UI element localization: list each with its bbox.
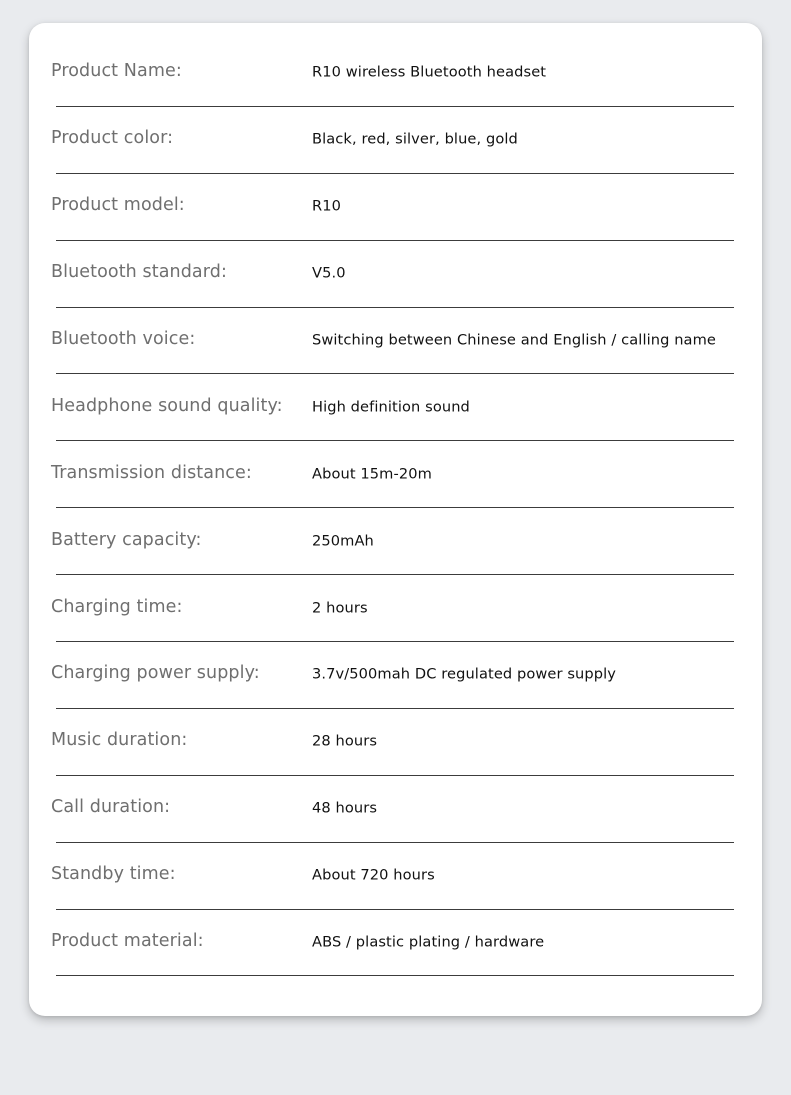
spec-row-call-duration (29, 776, 762, 843)
spec-list (29, 40, 762, 976)
spec-label: Standby time: (51, 864, 176, 885)
spec-row-headphone-sound-quality (29, 374, 762, 441)
spec-row-music-duration (29, 709, 762, 776)
spec-value: 3.7v/500mah DC regulated power supply (312, 665, 617, 683)
spec-value: About 720 hours (312, 866, 435, 884)
spec-row-charging-time (29, 575, 762, 642)
spec-label: Battery capacity: (51, 529, 202, 550)
spec-label: Transmission distance: (51, 462, 252, 483)
spec-row-battery-capacity (29, 508, 762, 575)
spec-row-product-model (29, 174, 762, 241)
spec-value: 2 hours (312, 599, 368, 617)
spec-row-standby-time (29, 843, 762, 910)
spec-label: Music duration: (51, 730, 188, 751)
spec-label: Headphone sound quality: (51, 395, 283, 416)
spec-label: Product Name: (51, 61, 182, 82)
spec-value: V5.0 (312, 264, 346, 282)
spec-value: About 15m-20m (312, 465, 432, 483)
spec-row-product-color (29, 107, 762, 174)
spec-value: Switching between Chinese and English / calling name (312, 331, 716, 349)
spec-label: Charging power supply: (51, 663, 260, 684)
spec-label: Bluetooth standard: (51, 262, 227, 283)
spec-row-charging-power-supply (29, 642, 762, 709)
spec-value: R10 wireless Bluetooth headset (312, 63, 547, 81)
spec-label: Product material: (51, 931, 204, 952)
spec-row-transmission-distance (29, 441, 762, 508)
spec-value: High definition sound (312, 398, 470, 416)
spec-label: Product color: (51, 128, 174, 149)
spec-card (29, 23, 762, 1016)
spec-value: Black, red, silver, blue, gold (312, 130, 518, 148)
spec-value: 250mAh (312, 532, 374, 550)
spec-value: 48 hours (312, 799, 378, 817)
spec-label: Bluetooth voice: (51, 329, 196, 349)
row-divider (56, 975, 734, 976)
spec-value: R10 (312, 197, 342, 215)
spec-value: ABS / plastic plating / hardware (312, 933, 545, 951)
spec-value: 28 hours (312, 732, 378, 750)
spec-label: Charging time: (51, 596, 183, 617)
spec-row-bluetooth-voice (29, 308, 762, 375)
spec-row-bluetooth-standard (29, 241, 762, 308)
spec-row-product-name (29, 40, 762, 107)
spec-label: Call duration: (51, 797, 171, 818)
spec-row-product-material (29, 910, 762, 977)
spec-label: Product model: (51, 195, 185, 216)
